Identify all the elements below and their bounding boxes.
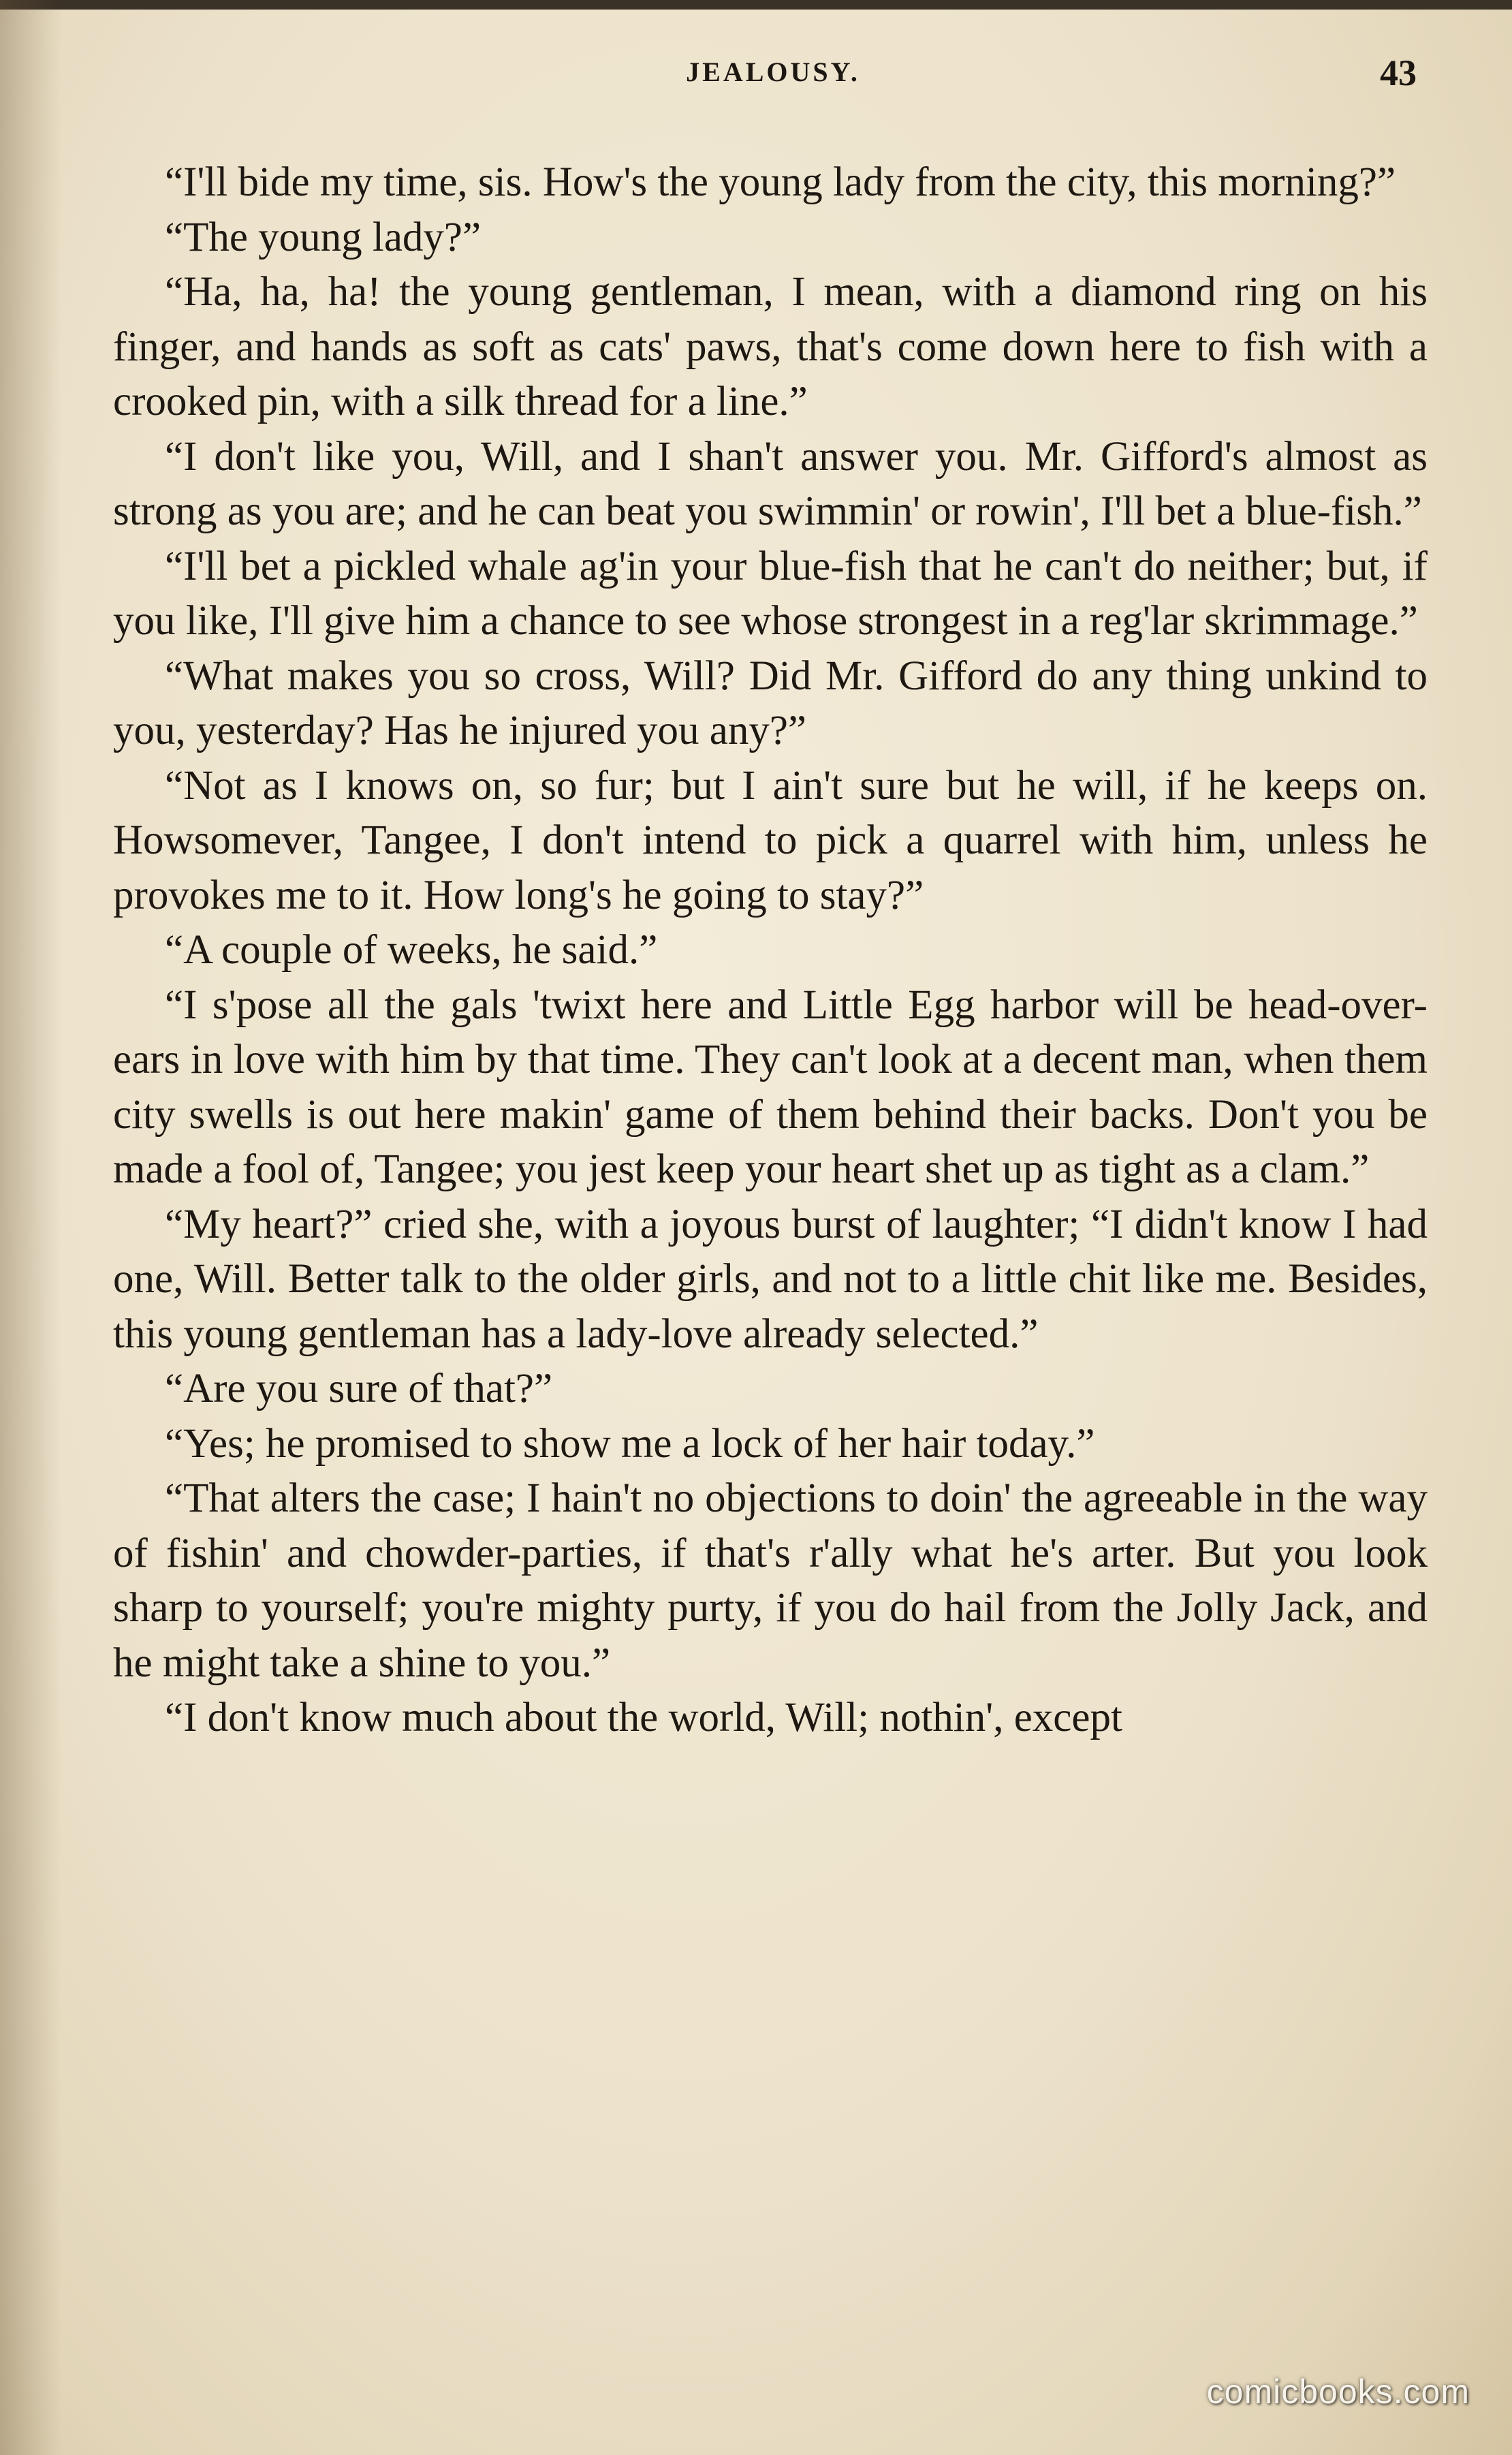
paragraph: “Yes; he promised to show me a lock of her hair today.” (165, 1420, 1095, 1467)
paragraph: “What makes you so cross, Will? Did Mr. Gifford do any thing unkind to you, yesterday? Has he injured you any?” (113, 653, 1428, 753)
paragraph: “I'll bide my time, sis. How's the young lady from the city, this morning?” (165, 159, 1396, 205)
paragraph: “Are you sure of that?” (165, 1366, 553, 1411)
paragraph: “I don't know much about the world, Will; nothin', except (165, 1695, 1122, 1740)
page-number: 43 (1380, 52, 1417, 93)
paragraph: “Ha, ha, ha! the young gentleman, I mean, with a diamond ring on his finger, and hands as soft as cats' paws, that's come down here to fish with a crooked pin, with a silk thread for a line.” (113, 269, 1428, 424)
paragraph: “I don't like you, Will, and I shan't answer you. Mr. Gifford's almost as strong as you are; and he can beat you swimmin' or rowin', I'll bet a blue-fish.” (113, 433, 1428, 534)
paragraph: “A couple of weeks, he said.” (165, 927, 658, 973)
spine-shadow (0, 0, 61, 2455)
paragraph: “My heart?” cried she, with a joyous burst of laughter; “I didn't know I had one, Will. Better talk to the older girls, and not to a little chit like me. Besides, this young gentleman has a lady-love already selected.” (113, 1201, 1428, 1357)
paragraph: “The young lady?” (165, 214, 482, 260)
page-top-edge (0, 0, 1512, 10)
paragraph: “I s'pose all the gals 'twixt here and Little Egg harbor will be head-over-ears in love with him by that time. They can't look at a decent man, when them city swells is out here makin' game of them behind their backs. Don't you be made a fool of, Tangee; you jest keep your heart shet up as tight as a clam.” (113, 982, 1428, 1192)
page-header (116, 52, 1430, 104)
paragraph: “That alters the case; I hain't no objections to doin' the agreeable in the way of fishin' and chowder-parties, if that's r'ally what he's arter. But you look sharp to yourself; you're mighty purty, if you do hail from the Jolly Jack, and he might take a shine to you.” (113, 1475, 1428, 1686)
site-watermark: comicbooks.com (1206, 2373, 1470, 2411)
paragraph: “Not as I knows on, so fur; but I ain't sure but he will, if he keeps on. Howsomever, Tangee, I don't intend to pick a quarrel with him, unless he provokes me to it. How long's he going to stay?” (113, 762, 1428, 918)
running-title: JEALOUSY. (686, 57, 860, 87)
body-text (113, 155, 1428, 1746)
paragraph: “I'll bet a pickled whale ag'in your blue-fish that he can't do neither; but, if you like, I'll give him a chance to see whose strongest in a reg'lar skrimmage.” (113, 543, 1428, 644)
